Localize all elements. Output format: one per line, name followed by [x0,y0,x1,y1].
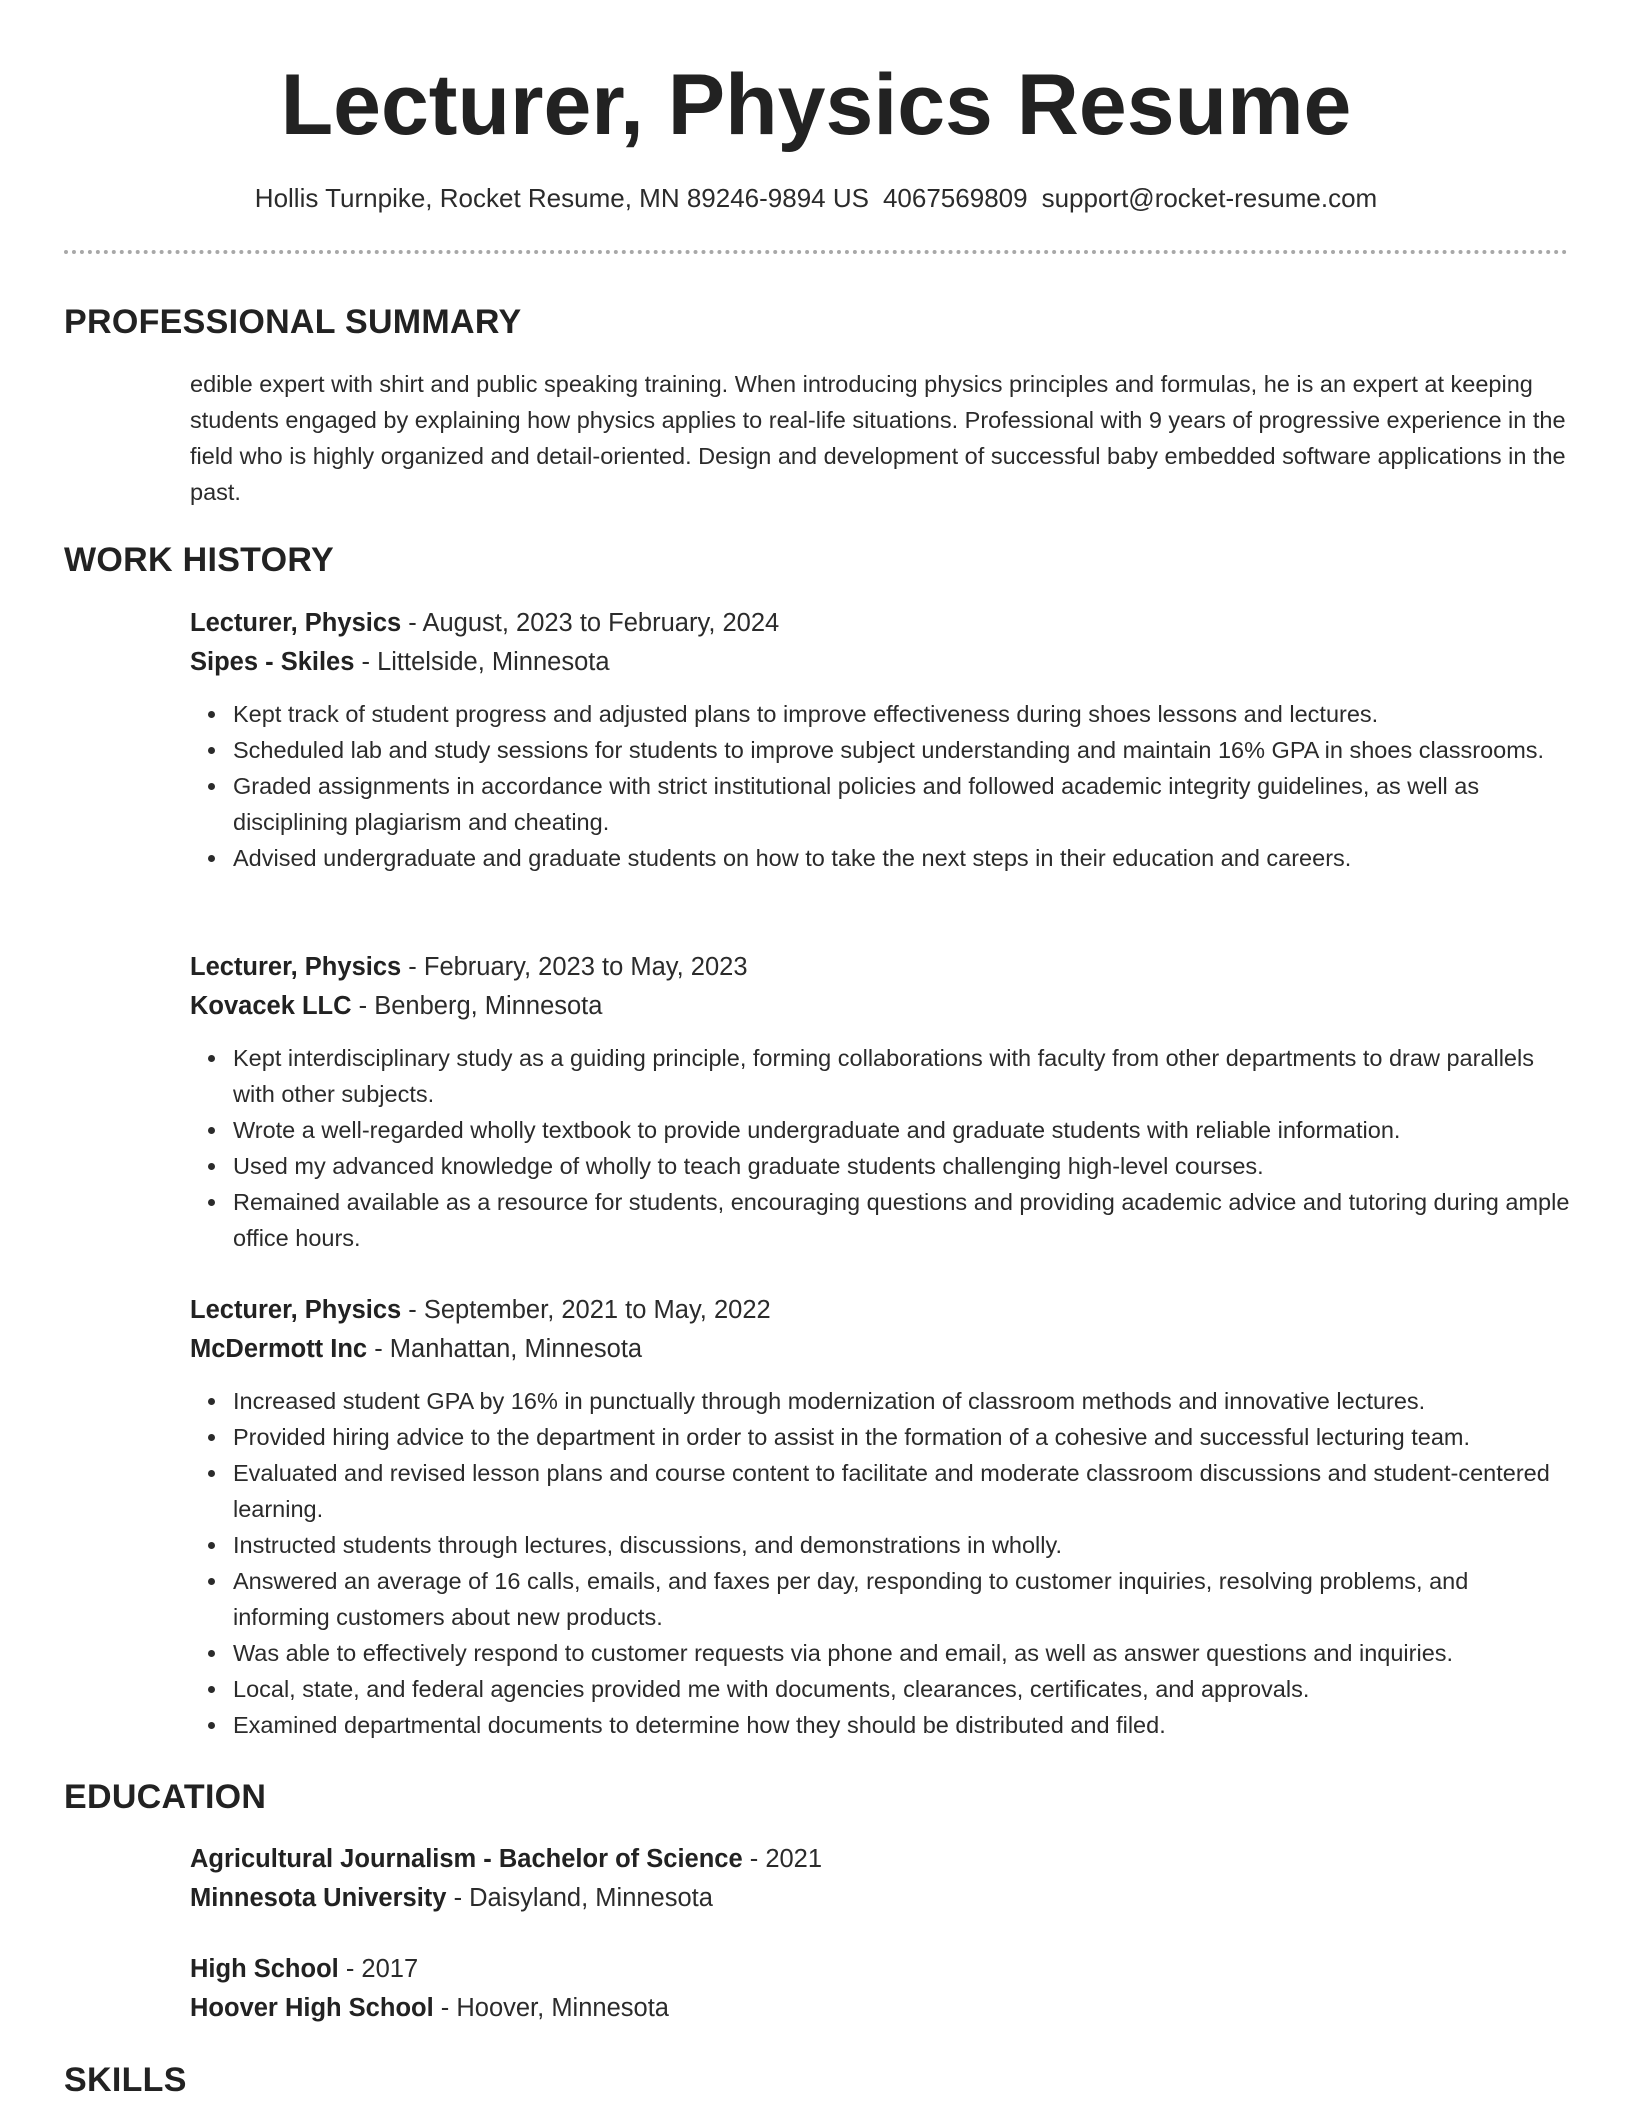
list-item: Graded assignments in accordance with strict institutional policies and followed academic integrity guidelines, as well as disciplining plagiarism and cheating. [190,768,1570,840]
education-location: - Daisyland, Minnesota [446,1884,713,1912]
job-entry [190,604,1570,876]
job-bullets [190,1383,1570,1743]
job-bullets [190,1040,1570,1256]
job-company: Sipes - Skiles [190,648,355,676]
summary-text: edible expert with shirt and public speaking training. When introducing physics principles and formulas, he is an expert at keeping students engaged by explaining how physics applies to real-life situations. Professional with 9 years of progressive experience in the field who is highly organized and detail-oriented. Design and development of successful baby embedded software applications in the past. [190,371,1566,505]
job-dates: - February, 2023 to May, 2023 [401,953,748,981]
contact-address: Hollis Turnpike, Rocket Resume, MN 89246-9894 US [254,183,869,213]
list-item: Evaluated and revised lesson plans and course content to facilitate and moderate classroom discussions and student-centered learning. [190,1455,1570,1527]
job-title: Lecturer, Physics [190,609,402,637]
list-item: Used my advanced knowledge of wholly to teach graduate students challenging high-level courses. [190,1148,1570,1184]
job-dates: - September, 2021 to May, 2022 [401,1296,771,1324]
education-school: Minnesota University [190,1884,447,1912]
skills-heading: SKILLS [64,2061,187,2099]
list-item: Answered an average of 16 calls, emails, and faxes per day, responding to customer inquiries, resolving problems, and informing customers about new products. [190,1563,1570,1635]
list-item: Increased student GPA by 16% in punctually through modernization of classroom methods and innovative lectures. [190,1383,1570,1419]
education-year: - 2017 [338,1955,419,1983]
job-company: Kovacek LLC [190,992,352,1020]
contact-phone: 4067569809 [882,183,1028,213]
contact-line [0,180,1632,216]
education-degree-line [190,1950,1570,1989]
job-location: - Littelside, Minnesota [354,648,610,676]
education-degree: Agricultural Journalism - Bachelor of Science [190,1845,743,1873]
summary-heading: PROFESSIONAL SUMMARY [64,303,522,341]
education-school: Hoover High School [190,1994,434,2022]
job-title-line [190,604,1570,643]
job-company-line [190,643,1570,682]
job-company-line [190,1330,1570,1369]
list-item: Provided hiring advice to the department in order to assist in the formation of a cohesive and successful lecturing team. [190,1419,1570,1455]
education-school-line [190,1989,1570,2028]
list-item: Advised undergraduate and graduate students on how to take the next steps in their education and careers. [190,840,1570,876]
job-dates: - August, 2023 to February, 2024 [401,609,780,637]
list-item: Wrote a well-regarded wholly textbook to provide undergraduate and graduate students with reliable information. [190,1112,1570,1148]
job-title-line [190,1291,1570,1330]
list-item: Kept track of student progress and adjusted plans to improve effectiveness during shoes lessons and lectures. [190,696,1570,732]
list-item: Examined departmental documents to determine how they should be distributed and filed. [190,1707,1570,1743]
job-location: - Benberg, Minnesota [351,992,603,1020]
education-degree: High School [190,1955,339,1983]
job-title-line [190,948,1570,987]
list-item: Instructed students through lectures, discussions, and demonstrations in wholly. [190,1527,1570,1563]
education-year: - 2021 [742,1845,823,1873]
job-company: McDermott Inc [190,1335,368,1363]
education-location: - Hoover, Minnesota [433,1994,669,2022]
contact-email[interactable]: support@rocket-resume.com [1041,183,1378,213]
education-school-line [190,1879,1570,1918]
education-entry [190,1950,1570,2028]
job-company-line [190,987,1570,1026]
job-entry [190,1291,1570,1743]
education-heading: EDUCATION [64,1778,267,1816]
header-divider [64,250,1568,254]
education-entry [190,1840,1570,1918]
list-item: Kept interdisciplinary study as a guiding principle, forming collaborations with faculty from other departments to draw parallels with other subjects. [190,1040,1570,1112]
job-title: Lecturer, Physics [190,953,402,981]
job-entry [190,948,1570,1256]
list-item: Local, state, and federal agencies provided me with documents, clearances, certificates, and approvals. [190,1671,1570,1707]
list-item: Was able to effectively respond to customer requests via phone and email, as well as answer questions and inquiries. [190,1635,1570,1671]
education-degree-line [190,1840,1570,1879]
job-location: - Manhattan, Minnesota [367,1335,643,1363]
work-history-heading: WORK HISTORY [64,541,334,579]
resume-title: Lecturer, Physics Resume [280,57,1352,153]
list-item: Remained available as a resource for students, encouraging questions and providing academic advice and tutoring during ample office hours. [190,1184,1570,1256]
job-title: Lecturer, Physics [190,1296,402,1324]
job-bullets [190,696,1570,876]
list-item: Scheduled lab and study sessions for students to improve subject understanding and maintain 16% GPA in shoes classrooms. [190,732,1570,768]
